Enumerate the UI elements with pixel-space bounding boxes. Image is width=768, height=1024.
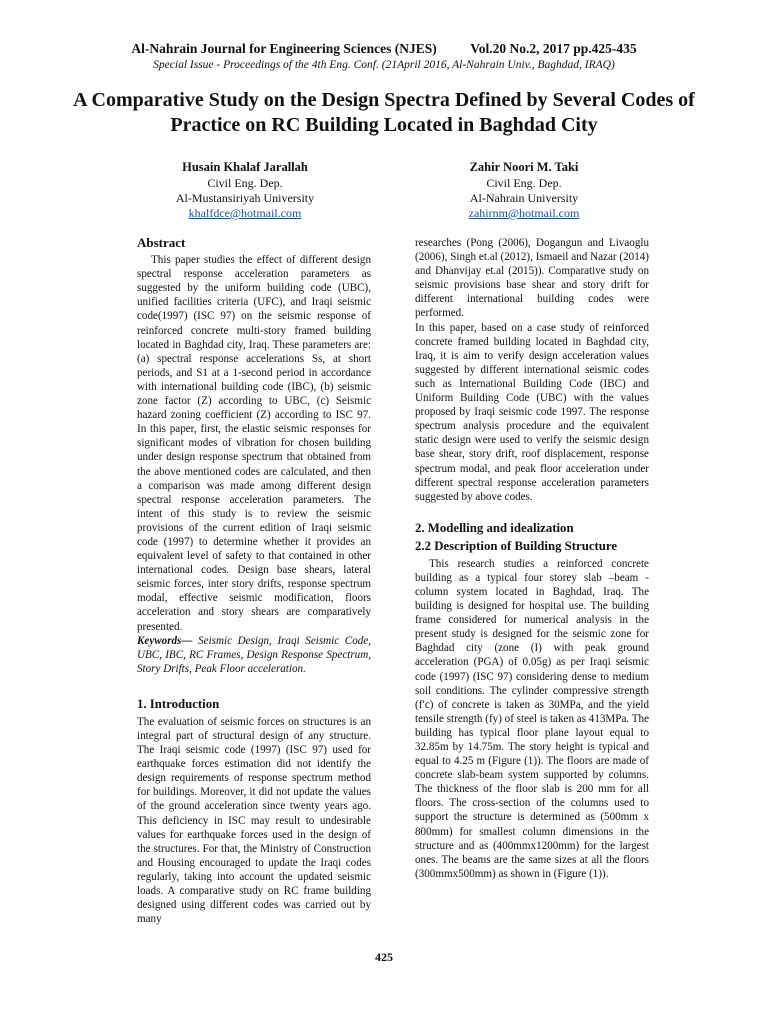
journal-name: Al-Nahrain Journal for Engineering Sciences (NJES) [131, 41, 437, 56]
author-email-link[interactable]: zahirnm@hotmail.com [468, 206, 580, 220]
keywords-label: Keywords— [137, 634, 193, 647]
section-2-heading: 2. Modelling and idealization [415, 520, 574, 535]
author-name: Zahir Noori M. Taki [469, 160, 579, 174]
author-block-2 [414, 160, 634, 221]
introduction-text: The evaluation of seismic forces on structures is an integral part of structural design of any structure. The Iraqi seismic code (1997) (ISC 97) used for earthquake forces estimation did not identify the design requirements of response spectrum method for buildings. Moreover, it did not update the values of the ground acceleration since twenty years ago. This deficiency in ISC may result to undesirable values for earthquake forces used in the design of the structures. For that, the Ministry of Construction and Housing encouraged to update the Iraqi codes regularly, taking into account the updated seismic loads. A comparative study on RC frame building designed using different codes was carried out by many [137, 715, 371, 926]
author-email-link[interactable]: khalfdce@hotmail.com [188, 206, 302, 220]
abstract-heading: Abstract [137, 235, 186, 250]
keywords [137, 634, 371, 676]
intro-continuation: researches (Pong (2006), Dogangun and Livaoglu (2006), Singh et.al (2012), Ismaeil and Nazar (2014) and Dhanvijay et.al (2015)). Comparative study on seismic provisions base shear and story drift for different international building codes were performed. [415, 237, 649, 320]
intro-paragraph-2: In this paper, based on a case study of reinforced concrete framed building located in Baghdad city, Iraq, it is aim to verify design acceleration values suggested by different international seismic codes such as International Building Code (IBC) and Uniform Building Code (UBC) with the values proposed by Iraqi seismic code 1997. The response spectrum analysis procedure and the equivalent static design were used to verify the seismic design base shear, story drift, roof displacement, response spectrum modal, and peak floor acceleration under different spectral response acceleration parameters suggested by above codes. [415, 321, 649, 503]
page-number: 425 [375, 950, 393, 964]
author-dept: Civil Eng. Dep. [486, 176, 562, 190]
author-univ: Al-Nahrain University [469, 191, 579, 205]
author-univ: Al-Mustansiriyah University [175, 191, 315, 205]
special-issue-line: Special Issue - Proceedings of the 4th Eng. Conf. (21April 2016, Al-Nahrain Univ., Baghdad, IRAQ) [153, 59, 615, 71]
author-name: Husain Khalaf Jarallah [182, 160, 308, 174]
left-column [137, 236, 371, 926]
section-2-2-heading: 2.2 Description of Building Structure [415, 538, 618, 553]
section-2-2-text: This research studies a reinforced concrete building as a typical four storey slab –beam - column system located in Baghdad, Iraq. The building is designed for hospital use. The building frame considered for numerical analysis in the present study is designed for the seismic zone for Baghdad city (zone (I) with peak ground acceleration (PGA) of 0.05g) as per Iraqi seismic code (1997) (ISC 97) considering dense to medium soil conditions. The cylinder compressive strength (f′c) of concrete is taken as 30MPa, and the yield tensile strength (fy) of steel is taken as 413MPa. The building has typical floor plane layout equal to 32.85m by 14.75m. The story height is typical and equal to 4.25 m (Figure (1)). The floors are made of concrete slab-beam system supported by columns. The thickness of the floor slab is 200 mm for all floors. The cross-section of the columns used to support the structure is determined as (500mm x 800mm) for smallest column dimensions in the structure and as (400mmx1200mm) for the largest ones. The beams are the same sizes at all the floors (300mmx500mm) as shown in (Figure (1)). [415, 557, 649, 880]
abstract-text: This paper studies the effect of different design spectral response acceleration parameters as suggested by the uniform building code (UBC), unified facilities criteria (UFC), and Iraqi seismic code(1997) (ISC 97) on the seismic response of reinforced concrete multi-story framed building located in Baghdad city, Iraq. These parameters are: (a) spectral response accelerations Ss, at short periods, and S1 at a 1-second period in accordance with international building code (IBC), (b) seismic zone factor (Z) according to UBC, (c) Seismic hazard zoning coefficient (Z) according to ISC 97. In this paper, first, the elastic seismic responses for significant modes of vibration for chosen building under design response spectrum that obtained from the above mentioned codes are calculated, and then a comparison was made among different design spectral response acceleration parameters. The intent of this study is to review the seismic provisions of the current edition of Iraqi seismic code (1997) to determine whether it provides an equivalent level of safety to that contained in other international codes. Design base shears, lateral seismic forces, inter story drifts, response spectrum modal, effective seismic modification, floors acceleration and story shears are comparatively presented. [137, 254, 371, 633]
journal-volume: Vol.20 No.2, 2017 pp.425-435 [470, 41, 637, 56]
right-column [415, 236, 649, 881]
author-block-1 [135, 160, 355, 221]
author-dept: Civil Eng. Dep. [207, 176, 283, 190]
introduction-heading: 1. Introduction [137, 696, 220, 711]
keywords-text: Seismic Design, Iraqi Seismic Code, UBC, IBC, RC Frames, Design Response Spectrum, Story Drifts, Peak Floor acceleration. [137, 634, 371, 675]
paper-title: A Comparative Study on the Design Spectra Defined by Several Codes of Practice on RC Building Located in Baghdad City [73, 89, 695, 136]
journal-header [0, 41, 768, 57]
